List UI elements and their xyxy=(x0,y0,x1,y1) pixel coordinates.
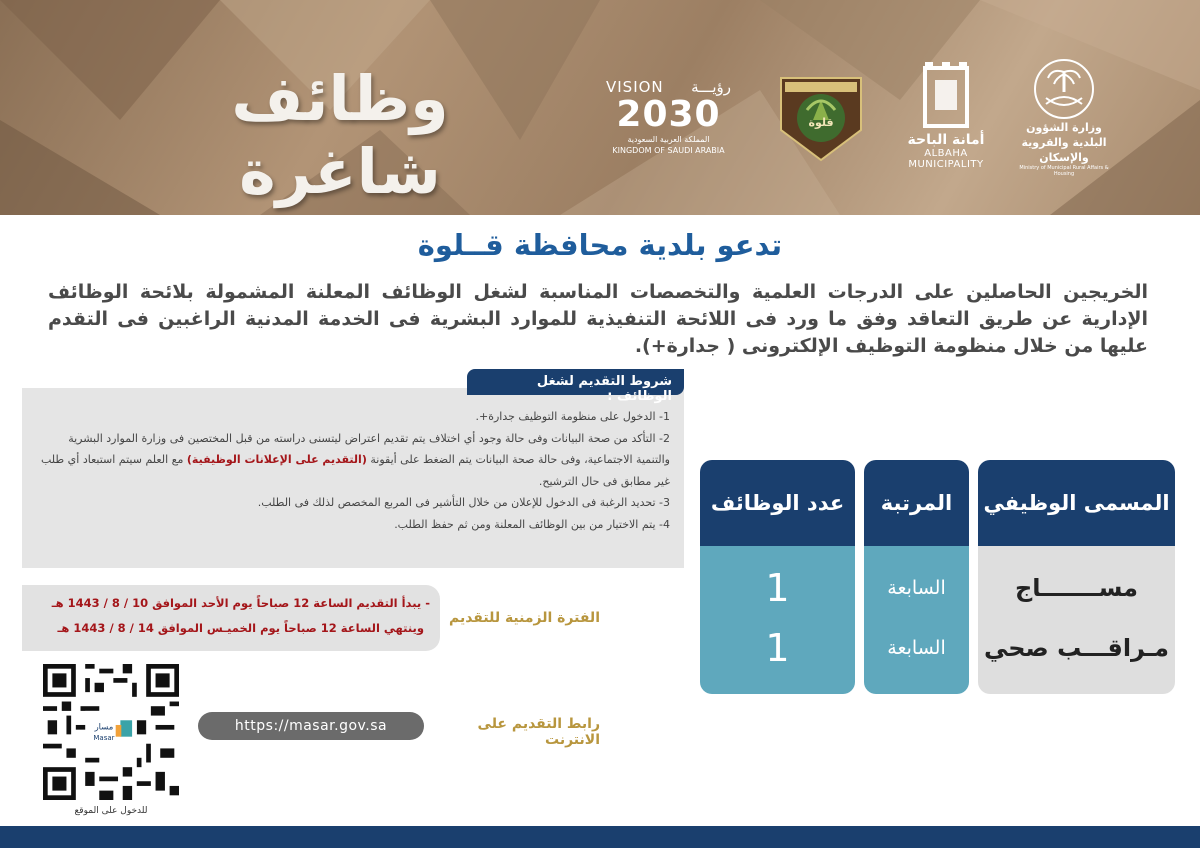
invitation-headline: تدعو بلدية محافظة قــلوة xyxy=(417,228,783,262)
header-banner xyxy=(0,0,1200,215)
condition-item-3: 3- تحديد الرغبة فى الدخول للإعلان من خلال التأشير فى المربع المخصص لذلك فى الطلب. xyxy=(257,496,670,509)
rank-header: المرتبة xyxy=(864,460,969,546)
albaha-name-en: ALBAHA MUNICIPALITY xyxy=(908,148,984,170)
vision-word: VISION xyxy=(606,78,664,96)
condition-item-2-text: 2- التأكد من صحة البيانات وفى حالة وجود أي اختلاف يتم تقديم اعتراض ليتسنى دراسته من قبل المختصين فى وزارة الموارد البشرية والتنمية الاجتماعية، وفى حالة صحة البيانات يتم الضغط على أيقونة xyxy=(68,431,670,466)
application-period-label: الفترة الزمنية للتقديم xyxy=(448,610,600,626)
job-title-cell: مـراقـــب صحي xyxy=(983,634,1170,662)
albaha-municipality-logo xyxy=(890,58,1002,170)
ministry-name-ar: وزارة الشؤون البلدية والقروية والإسكان xyxy=(1021,121,1107,164)
masar-brand-ar: مسار xyxy=(94,721,114,732)
job-title-header: المسمى الوظيفي xyxy=(978,460,1175,546)
period-start: - يبدأ التقديم الساعة 12 صباحاً يوم الأحد الموافق 10 / 8 / 1443 هـ xyxy=(51,596,430,610)
conditions-box xyxy=(22,388,684,568)
intro-paragraph: الخريجين الحاصلين على الدرجات العلمية والتخصصات المناسبة لشغل الوظائف المعلنة المشمولة بلائحة الوظائف الإدارية عن طريق التعاقد وفق ما ورد فى اللائحة التنفيذية للموارد البشرية فى الخدمة المدنية الراغبين فى التقدم عليها من خلال منظومة التوظيف الإلكترونى ( جدارة+). xyxy=(48,281,1148,357)
application-link[interactable]: https://masar.gov.sa xyxy=(198,712,424,740)
job-count-cell: 1 xyxy=(765,626,790,670)
condition-item-2-highlight: (التقديم على الإعلانات الوظيفية) xyxy=(186,453,367,466)
condition-item-2-text-end: مع العلم سيتم استبعاد أي طلب غير مطابق فى حال الترشيح. xyxy=(40,453,670,488)
albaha-tower-icon xyxy=(911,58,981,128)
period-end: وينتهي الساعة 12 صباحاً يوم الخميـس الموافق 14 / 8 / 1443 هـ xyxy=(57,621,424,635)
job-title-cell: مســـــــاج xyxy=(1015,574,1139,602)
vision-arabic: رؤيـــة xyxy=(691,78,731,96)
application-link-label: رابط التقديم على الانترنت xyxy=(477,716,600,748)
ministry-name-en: Ministry of Municipal Rural Affairs & Housing xyxy=(1019,165,1109,177)
conditions-list xyxy=(38,406,670,535)
vision-2030-logo xyxy=(606,78,731,156)
palm-swords-emblem-icon xyxy=(1028,58,1100,120)
masar-brand-en: Masar xyxy=(93,732,115,742)
qr-caption: للدخول على الموقع xyxy=(74,806,148,816)
qr-code[interactable] xyxy=(43,664,179,800)
job-count-header: عدد الوظائف xyxy=(700,460,855,546)
conditions-title: شروط التقديم لشغل الوظائف : xyxy=(467,369,684,395)
rank-cell: السابعة xyxy=(887,577,946,599)
job-count-cell: 1 xyxy=(765,566,790,610)
application-period-box xyxy=(22,585,440,651)
footer-bar xyxy=(0,826,1200,848)
condition-item-1: 1- الدخول على منظومة التوظيف جدارة+. xyxy=(475,410,670,423)
rank-column xyxy=(864,460,969,694)
condition-item-2 xyxy=(38,428,670,493)
rank-cell: السابعة xyxy=(887,637,946,659)
condition-item-4: 4- يتم الاختيار من بين الوظائف المعلنة ومن ثم حفظ الطلب. xyxy=(394,517,670,531)
page-title: وظائف شاغرة xyxy=(231,62,449,208)
albaha-name-ar: أمانة الباحة xyxy=(907,132,985,148)
job-count-column xyxy=(700,460,855,694)
vision-country-ar: المملكة العربية السعودية xyxy=(627,135,710,144)
qilwah-logo-text: قلوة xyxy=(808,116,834,129)
vision-year: 2030 xyxy=(616,94,721,135)
job-title-column xyxy=(978,460,1175,694)
ministry-logo xyxy=(1018,58,1110,177)
vision-country-en: KINGDOM OF SAUDI ARABIA xyxy=(612,146,725,155)
qilwah-municipality-logo xyxy=(777,70,865,164)
